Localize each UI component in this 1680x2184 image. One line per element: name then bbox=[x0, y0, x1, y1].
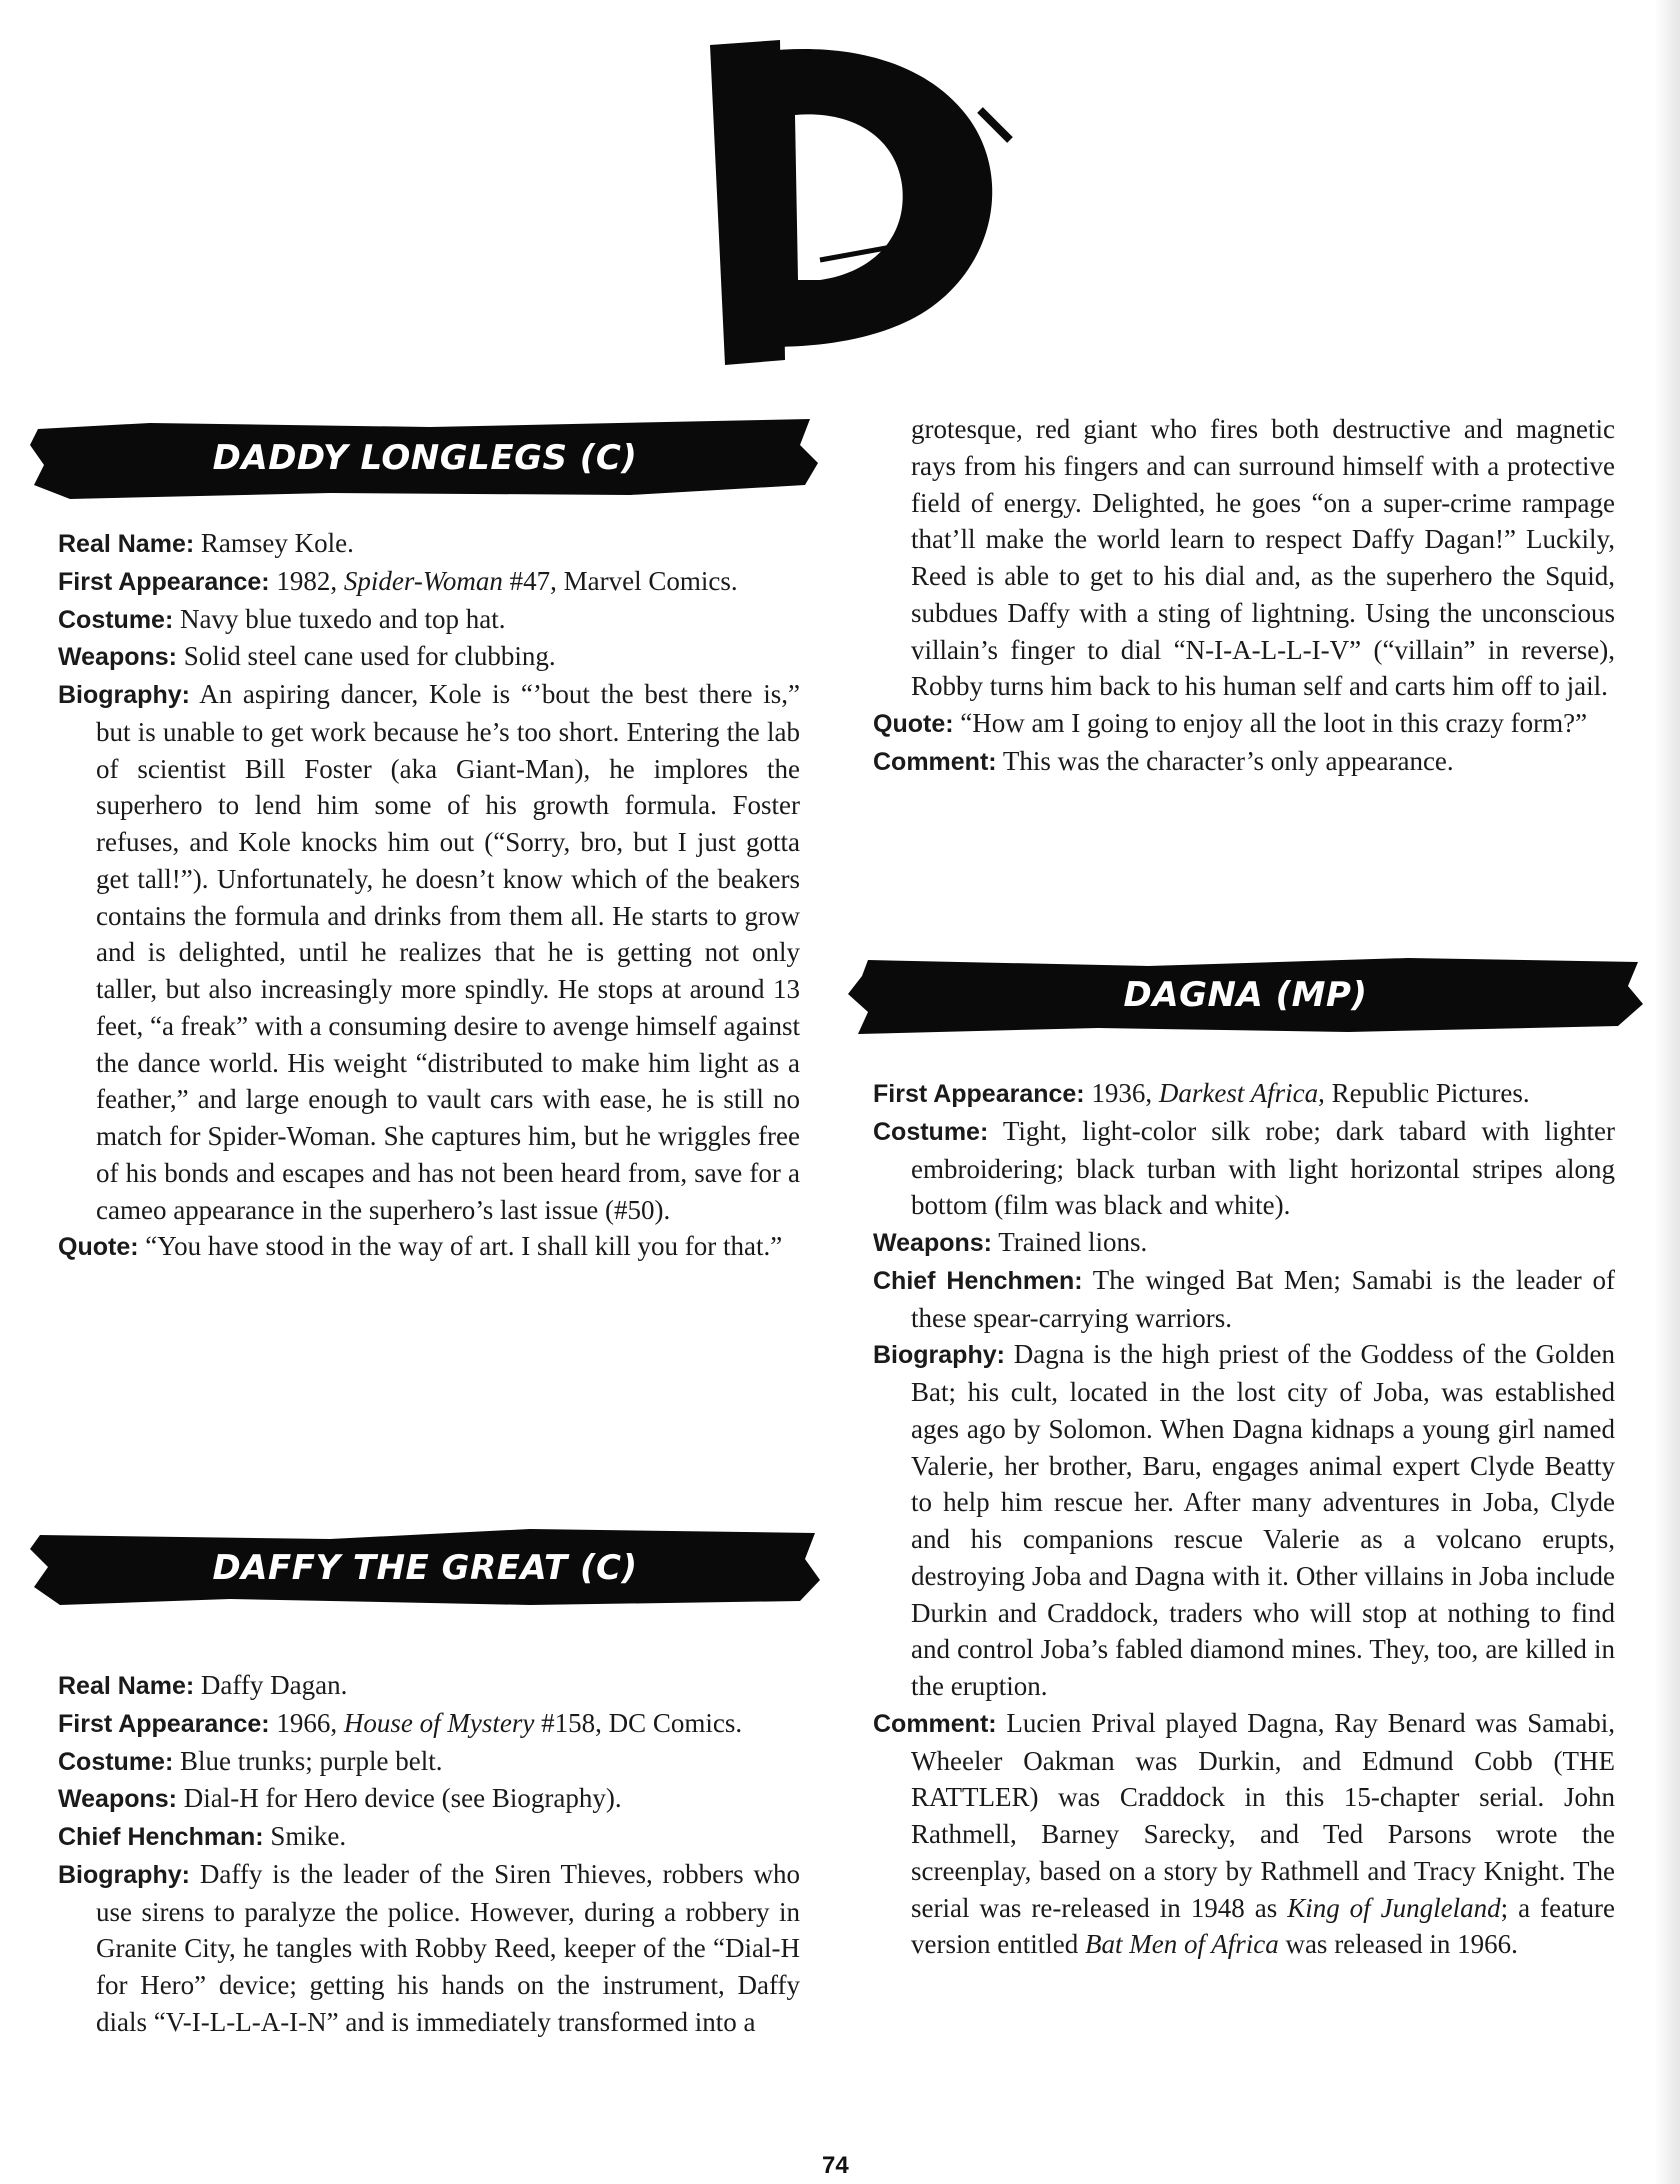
field-text: #158, DC Comics. bbox=[534, 1707, 743, 1738]
entry-title: DAGNA (MP) bbox=[1123, 975, 1368, 1015]
entry-field bbox=[873, 1224, 1615, 1262]
field-text: Dagna is the high priest of the Goddess of the Golden Bat; his cult, located in the lost city of Joba, was established ages ago by Solomon. When Dagna kidnaps a young girl named Valerie, her brother, Baru, engages animal expert Clyde Beatty to help him rescue her. After many adventures in Joba, Clyde and his companions rescue Valerie as a volcano erupts, destroying Joba and Dagna with it. Other villains in Joba include Durkin and Craddock, traders who will stop at nothing to find and control Joba’s fabled diamond mines. They, too, are killed in the eruption. bbox=[911, 1339, 1615, 1701]
field-title-italic: Spider-Woman bbox=[343, 565, 503, 596]
entry-banner-dagna bbox=[848, 952, 1643, 1038]
field-text: 1936, bbox=[1084, 1078, 1159, 1108]
entry-field bbox=[58, 638, 800, 676]
field-label: First Appearance: bbox=[58, 1709, 270, 1738]
field-label: Real Name: bbox=[58, 530, 195, 558]
entry-field bbox=[58, 1667, 800, 1705]
field-text: Navy blue tuxedo and top hat. bbox=[173, 603, 506, 634]
entry-field bbox=[58, 676, 800, 1228]
entry-daffy-the-great bbox=[58, 1667, 800, 2041]
field-label: First Appearance: bbox=[873, 1080, 1085, 1108]
field-text: Lucien Prival played Dagna, Ray Benard was Samabi, Wheeler Oakman was Durkin, and Edmund Cobb (THE RATTLER) was Craddock in this 15-chapter serial. John Rathmell, Barney Sarecky, and Ted Parsons wrote the screenplay, based on a story by Rathmell and Tracy Knight. The serial was re-released in 1948 as bbox=[911, 1707, 1615, 1923]
field-text: Smike. bbox=[263, 1821, 347, 1851]
entry-title: DAFFY THE GREAT (C) bbox=[212, 1548, 638, 1588]
entry-field bbox=[873, 705, 1615, 743]
field-label: Biography: bbox=[58, 681, 190, 709]
entry-field bbox=[873, 1075, 1615, 1113]
field-text: #47, Marvel Comics. bbox=[502, 565, 738, 596]
field-text: , Republic Pictures. bbox=[1318, 1078, 1530, 1108]
field-text: Tight, light-color silk robe; dark tabard with lighter embroidering; black turban with light horizontal stripes along bottom (film was black and white). bbox=[911, 1115, 1615, 1221]
field-title-italic: Darkest Africa bbox=[1158, 1078, 1319, 1108]
entry-field bbox=[58, 601, 800, 639]
field-title-italic: Bat Men of Africa bbox=[1084, 1929, 1279, 1960]
field-text: Dial-H for Hero device (see Biography). bbox=[177, 1783, 622, 1814]
entry-field bbox=[58, 1818, 800, 1856]
field-text: grotesque, red giant who fires both destructive and magnetic rays from his fingers and can surround himself with a protective field of energy. Delighted, he goes “on a super-crime rampage that’ll make the world learn to respect Daffy Dagan!” Luckily, Reed is able to get to his dial and, as the superhero the Squid, subdues Daffy with a sting of lightning. Using the unconscious villain’s finger to dial “N-I-A-L-L-I-V” (“villain” in reverse), Robby turns him back to his human self and carts him off to jail. bbox=[911, 414, 1615, 702]
entry-field bbox=[58, 1228, 800, 1266]
page-edge-shadow bbox=[1654, 0, 1680, 2184]
entry-field bbox=[873, 1705, 1615, 1963]
field-text: “You have stood in the way of art. I shall kill you for that.” bbox=[138, 1231, 783, 1262]
page-number: 74 bbox=[822, 2152, 849, 2179]
field-text: An aspiring dancer, Kole is “’bout the best there is,” but is unable to get work because he’s too short. Entering the lab of scientist Bill Foster (aka Giant-Man), he implores the superhero to lend him some of his growth formula. Foster refuses, and Kole knocks him out (“Sorry, bro, but I just gotta get tall!”). Unfortunately, he doesn’t know which of the beakers contains the formula and drinks from them all. He starts to grow and is delighted, until he realizes that he is getting not only taller, but also increasingly more spindly. He stops at around 13 feet, “a freak” with a consuming desire to avenge himself against the dance world. His weight “distributed to make him light as a feather,” and large enough to vault cars with ease, he is still no match for Spider-Woman. She captures him, but he wriggles free of his bonds and escapes and has not been heard from, save for a cameo appearance in the superhero’s last issue (#50). bbox=[96, 679, 800, 1225]
field-text: Daffy Dagan. bbox=[194, 1670, 348, 1700]
field-label: Chief Henchman: bbox=[58, 1823, 264, 1851]
field-label: Costume: bbox=[58, 605, 174, 634]
entry-field bbox=[58, 525, 800, 563]
entry-title: DADDY LONGLEGS (C) bbox=[212, 438, 638, 478]
field-label: Quote: bbox=[873, 710, 954, 738]
field-label: Real Name: bbox=[58, 1672, 195, 1700]
field-text: The winged Bat Men; Samabi is the leader of these spear-carrying warriors. bbox=[911, 1264, 1615, 1333]
entry-field bbox=[58, 1743, 800, 1781]
entry-banner-daffy-the-great bbox=[30, 1525, 820, 1611]
entry-field bbox=[58, 1705, 800, 1743]
field-label: Costume: bbox=[873, 1117, 989, 1146]
field-label: Comment: bbox=[873, 1709, 997, 1738]
entry-banner-daddy-longlegs bbox=[30, 415, 820, 501]
entry-field bbox=[873, 1113, 1615, 1224]
entry-field bbox=[873, 1262, 1615, 1337]
entry-field bbox=[58, 1780, 800, 1818]
field-text: Blue trunks; purple belt. bbox=[173, 1745, 443, 1776]
entry-field bbox=[58, 563, 800, 601]
field-text: 1966, bbox=[269, 1707, 344, 1738]
field-label: Chief Henchmen: bbox=[873, 1266, 1083, 1295]
field-text: 1982, bbox=[269, 565, 344, 596]
field-label: Weapons: bbox=[58, 643, 177, 672]
entry-field bbox=[873, 1336, 1615, 1705]
field-title-italic: King of Jungleland bbox=[1287, 1892, 1501, 1923]
field-label: Weapons: bbox=[873, 1229, 992, 1257]
field-label: Weapons: bbox=[58, 1785, 177, 1814]
entry-field bbox=[58, 1856, 800, 2041]
field-label: Biography: bbox=[873, 1341, 1005, 1370]
field-text: ; a feature version entitled bbox=[911, 1892, 1616, 1960]
entry-dagna bbox=[873, 1075, 1615, 1963]
entry-field bbox=[873, 411, 1615, 705]
field-label: Comment: bbox=[873, 747, 997, 776]
field-label: Quote: bbox=[58, 1233, 139, 1262]
entry-daffy-the-great-continued bbox=[873, 411, 1615, 781]
field-label: First Appearance: bbox=[58, 567, 270, 596]
section-letter-d bbox=[670, 10, 1030, 380]
field-text: “How am I going to enjoy all the loot in this crazy form?” bbox=[953, 708, 1588, 738]
field-text: Daffy is the leader of the Siren Thieves, robbers who use sirens to paralyze the police. However, during a robbery in Granite City, he tangles with Robby Reed, keeper of the “Dial-H for Hero” device; getting his hands on the instrument, Daffy dials “V-I-L-L-A-I-N” and is immediately transformed into a bbox=[96, 1858, 800, 2037]
field-text: Ramsey Kole. bbox=[194, 528, 354, 558]
entry-daddy-longlegs bbox=[58, 525, 800, 1266]
field-label: Biography: bbox=[58, 1860, 190, 1889]
field-title-italic: House of Mystery bbox=[343, 1707, 535, 1738]
field-label: Costume: bbox=[58, 1747, 174, 1776]
entry-field bbox=[873, 743, 1615, 781]
field-text: was released in 1966. bbox=[1278, 1929, 1518, 1960]
field-text: Solid steel cane used for clubbing. bbox=[177, 641, 556, 672]
field-text: Trained lions. bbox=[992, 1227, 1148, 1257]
field-text: This was the character’s only appearance. bbox=[996, 745, 1454, 776]
